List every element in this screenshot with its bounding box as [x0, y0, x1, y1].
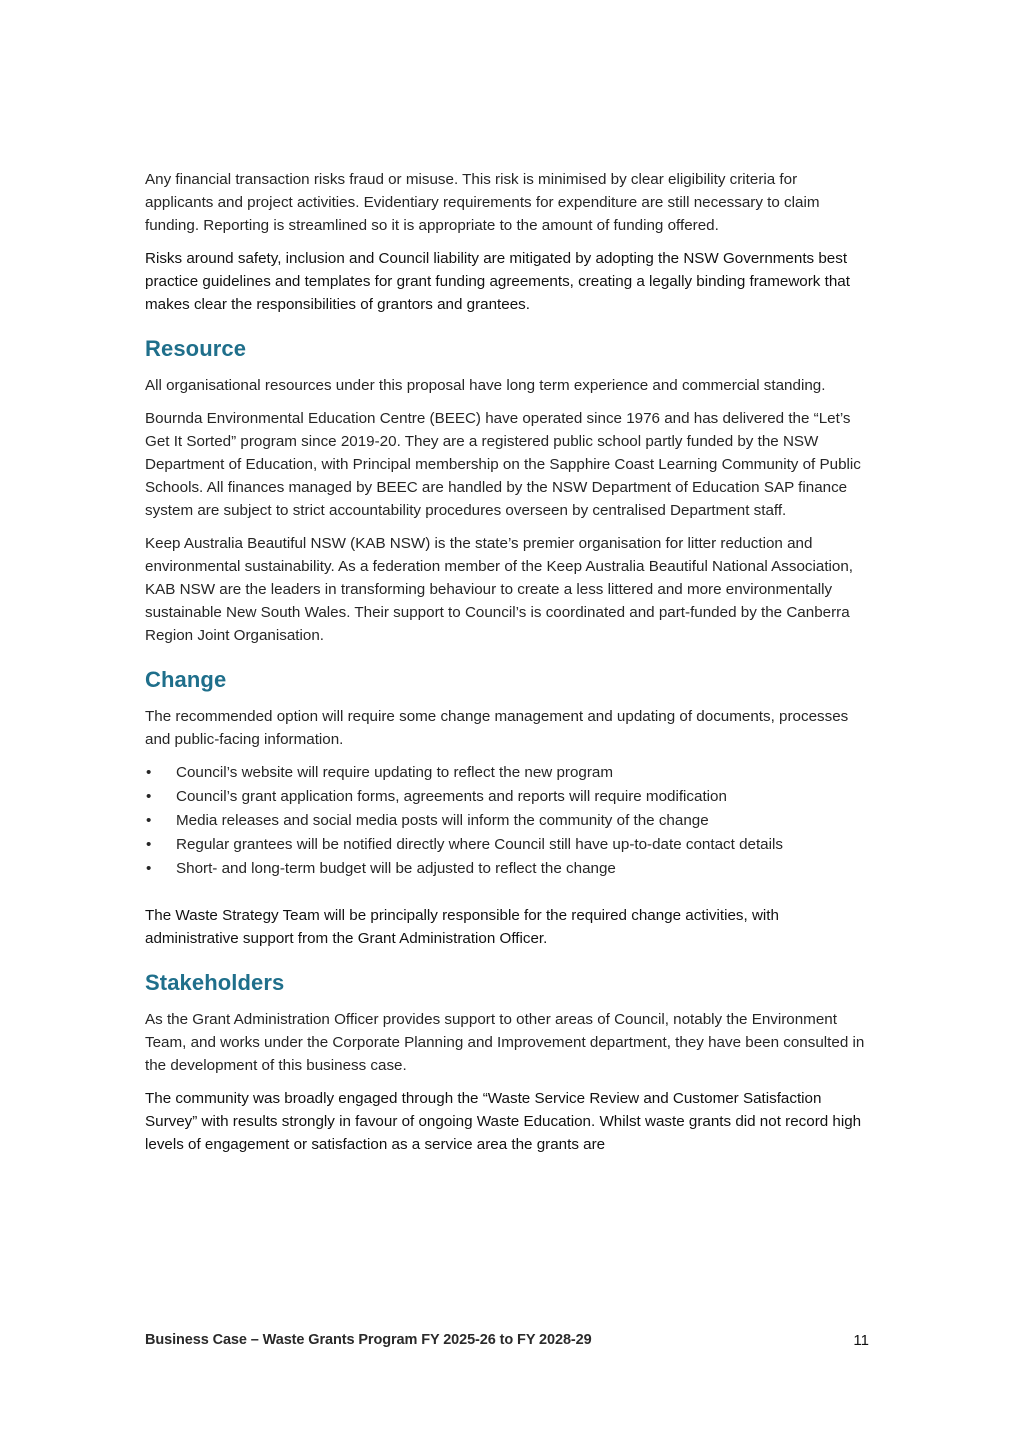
change-bullet-list — [145, 761, 869, 880]
list-item-text: Media releases and social media posts will inform the community of the change — [176, 812, 709, 829]
paragraph-spacer — [145, 881, 869, 904]
page-number: 11 — [853, 1332, 869, 1349]
bullet-icon: • — [146, 860, 152, 877]
footer-document-title: Business Case – Waste Grants Program FY 2025-26 to FY 2028-29 — [145, 1332, 592, 1348]
section-heading-stakeholders: Stakeholders — [145, 970, 285, 995]
section-heading-resource: Resource — [145, 336, 247, 361]
list-item — [145, 761, 869, 784]
list-item-text: Council’s grant application forms, agreements and reports will require modification — [176, 788, 727, 805]
bullet-icon: • — [146, 788, 152, 805]
resource-paragraph-kab: Keep Australia Beautiful NSW (KAB NSW) is the state’s premier organisation for litter reduction and environmental sustainability. As a federation member of the Keep Australia Beautiful National Association, KAB NSW are the leaders in transforming behaviour to create a less littered and more environmentally sustainable New South Wales. Their support to Council’s is coordinated and part-funded by the Canberra Region Joint Organisation. — [145, 535, 854, 644]
bullet-icon: • — [146, 812, 152, 829]
list-item — [145, 809, 869, 832]
change-paragraph-intro: The recommended option will require some change management and updating of documents, processes and public-facing information. — [145, 708, 849, 748]
resource-paragraph-beec: Bournda Environmental Education Centre (BEEC) have operated since 1976 and has delivered the “Let’s Get It Sorted” program since 2019-20. They are a registered public school partly funded by the NSW Department of Education, with Principal membership on the Sapphire Coast Learning Community of Public Schools. All finances managed by BEEC are handled by the NSW Department of Education SAP finance system are subject to strict accountability procedures overseen by centralised Department staff. — [145, 410, 861, 519]
list-item-text: Short- and long-term budget will be adjusted to reflect the change — [176, 860, 616, 877]
stakeholders-paragraph-consultation: As the Grant Administration Officer provides support to other areas of Council, notably the Environment Team, and works under the Corporate Planning and Improvement department, they have been consulted in the development of this business case. — [145, 1011, 865, 1074]
risk-paragraph-safety: Risks around safety, inclusion and Council liability are mitigated by adopting the NSW Governments best practice guidelines and templates for grant funding agreements, creating a legally binding framework that makes clear the responsibilities of grantors and grantees. — [145, 250, 850, 313]
list-item — [145, 785, 869, 808]
list-item — [145, 857, 869, 880]
risk-paragraph-fraud: Any financial transaction risks fraud or misuse. This risk is minimised by clear eligibility criteria for applicants and project activities. Evidentiary requirements for expenditure are still necessary to claim funding. Reporting is streamlined so it is appropriate to the amount of funding offered. — [145, 171, 820, 234]
list-item-text: Regular grantees will be notified directly where Council still have up-to-date contact details — [176, 836, 783, 853]
bullet-icon: • — [146, 836, 152, 853]
list-item-text: Council’s website will require updating to reflect the new program — [176, 764, 614, 781]
section-heading-change: Change — [145, 667, 227, 692]
document-body — [145, 168, 869, 1166]
resource-paragraph-intro: All organisational resources under this proposal have long term experience and commercial standing. — [145, 377, 826, 394]
list-item — [145, 833, 869, 856]
bullet-icon: • — [146, 764, 152, 781]
stakeholders-paragraph-community: The community was broadly engaged through the “Waste Service Review and Customer Satisfaction Survey” with results strongly in favour of ongoing Waste Education. Whilst waste grants did not record high levels of engagement or satisfaction as a service area the grants are — [145, 1090, 862, 1153]
change-paragraph-responsibility: The Waste Strategy Team will be principally responsible for the required change activities, with administrative support from the Grant Administration Officer. — [145, 907, 779, 947]
page-footer — [145, 1332, 869, 1356]
